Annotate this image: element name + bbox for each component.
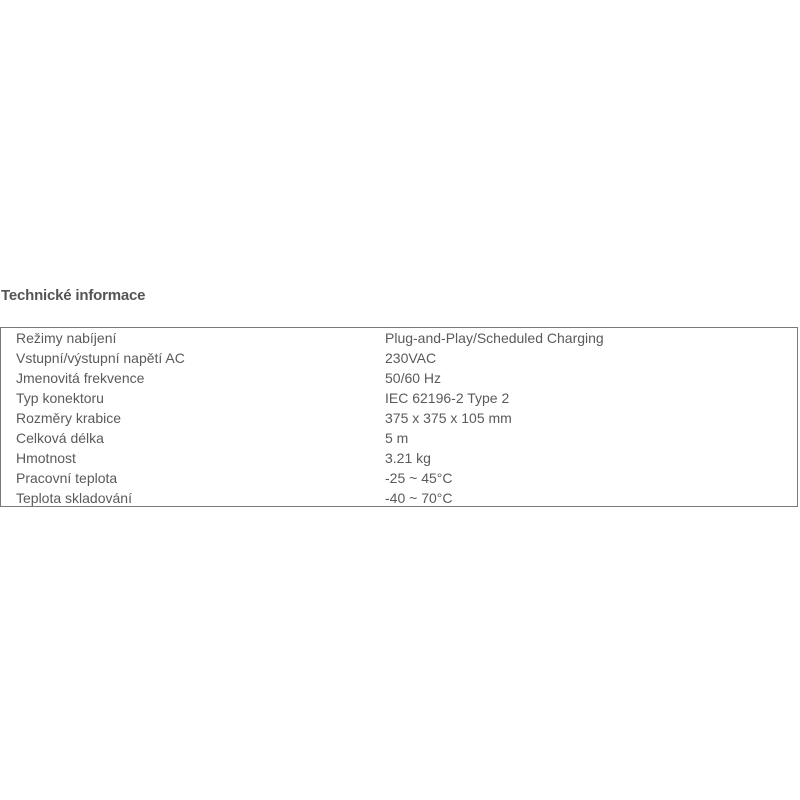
spec-value: -40 ~ 70°C <box>385 490 453 506</box>
spec-value: 230VAC <box>385 350 437 366</box>
spec-value: IEC 62196-2 Type 2 <box>385 390 510 406</box>
spec-value: 375 x 375 x 105 mm <box>385 410 512 426</box>
spec-row <box>1 368 797 388</box>
spec-label: Rozměry krabice <box>16 410 122 426</box>
spec-value: -25 ~ 45°C <box>385 470 453 486</box>
spec-label: Teplota skladování <box>16 490 132 506</box>
spec-label: Vstupní/výstupní napětí AC <box>16 350 185 366</box>
section-title: Technické informace <box>1 287 146 304</box>
spec-row <box>1 488 797 508</box>
spec-row <box>1 388 797 408</box>
spec-label: Jmenovitá frekvence <box>16 370 145 386</box>
spec-label: Celková délka <box>16 430 104 446</box>
spec-table <box>0 327 798 507</box>
spec-row <box>1 448 797 468</box>
spec-row <box>1 348 797 368</box>
spec-value: 5 m <box>385 430 409 446</box>
spec-row <box>1 428 797 448</box>
spec-label: Režimy nabíjení <box>16 330 117 346</box>
spec-label: Pracovní teplota <box>16 470 118 486</box>
spec-value: 3.21 kg <box>385 450 431 466</box>
spec-value: Plug-and-Play/Scheduled Charging <box>385 330 604 346</box>
spec-label: Typ konektoru <box>16 390 104 406</box>
spec-value: 50/60 Hz <box>385 370 442 386</box>
spec-label: Hmotnost <box>16 450 76 466</box>
spec-row <box>1 328 797 348</box>
spec-row <box>1 408 797 428</box>
spec-row <box>1 468 797 488</box>
